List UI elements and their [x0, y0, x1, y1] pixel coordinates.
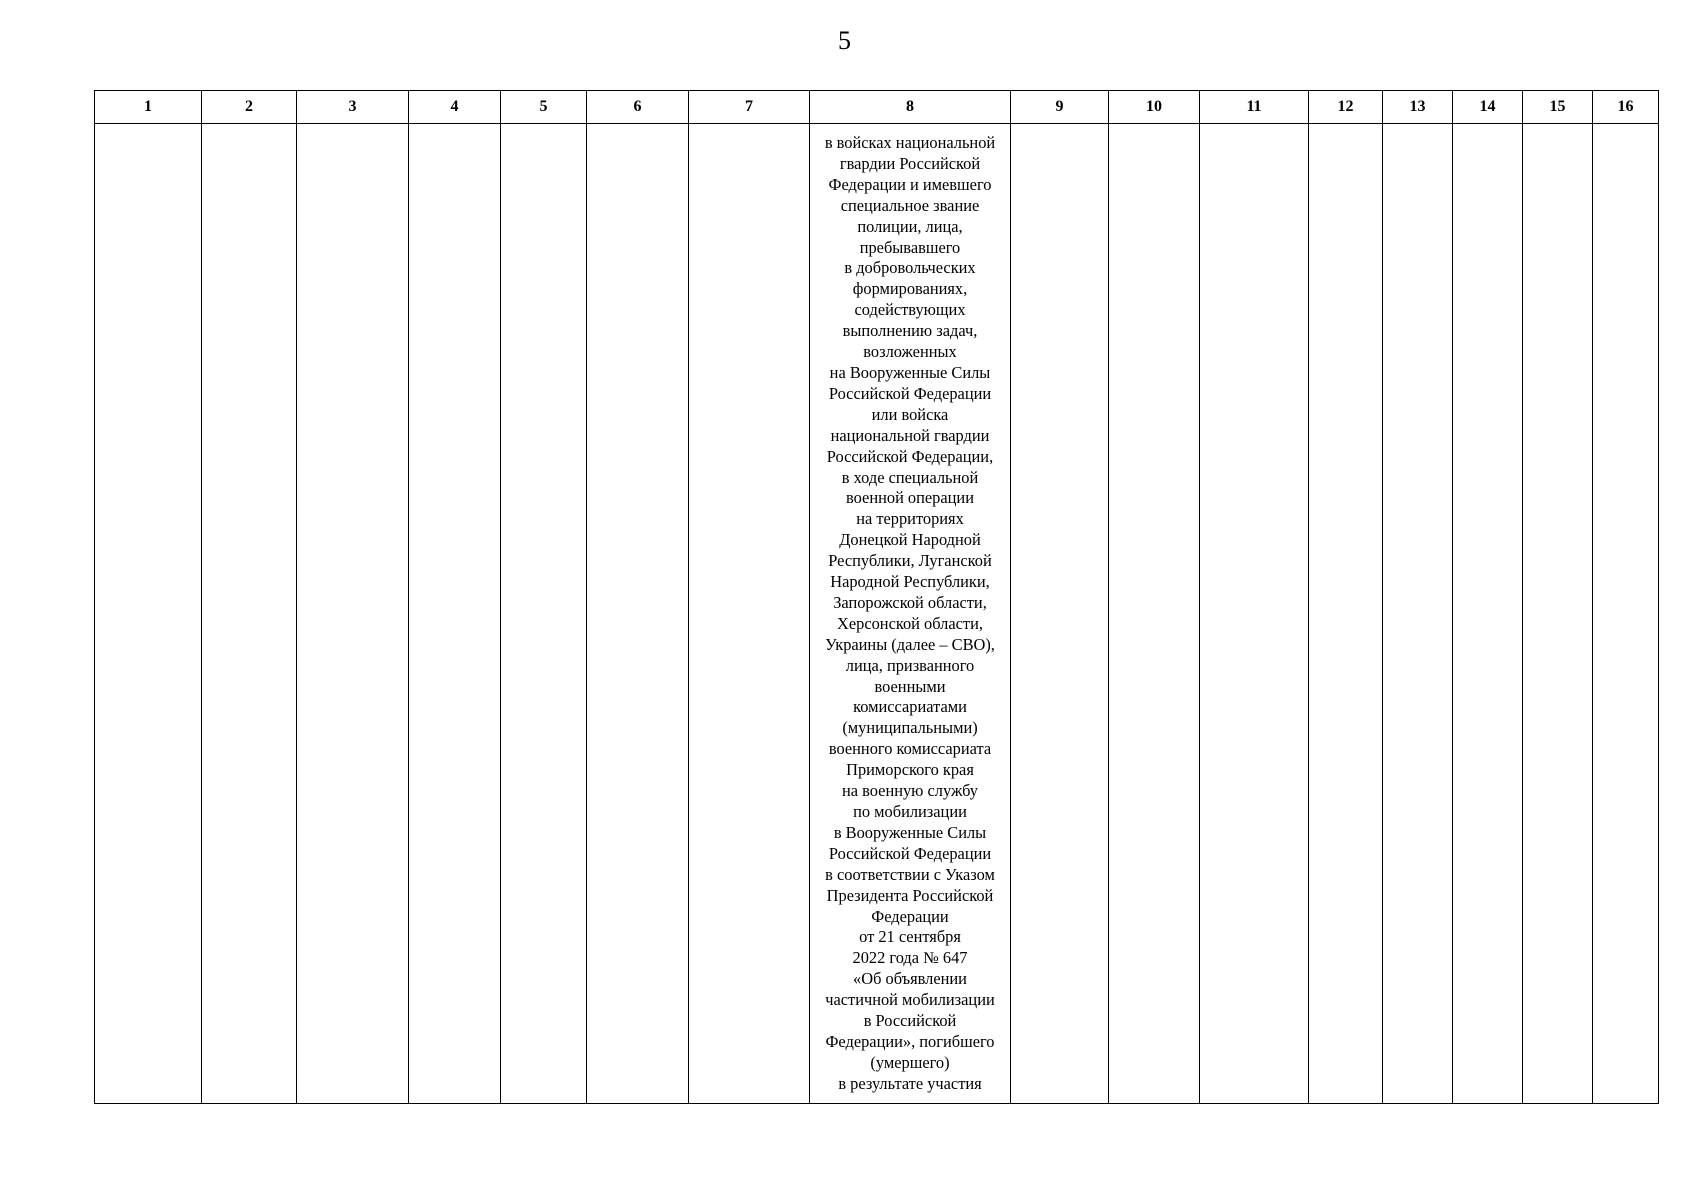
column-header-11: 11	[1200, 91, 1309, 124]
text-line: (умершего)	[870, 1052, 950, 1072]
text-line: Приморского края	[846, 760, 974, 780]
text-line: на территориях	[856, 509, 964, 529]
cell-col-10	[1109, 124, 1200, 1104]
cell-col-12	[1309, 124, 1383, 1104]
text-line: или войска	[871, 404, 949, 424]
text-line: гвардии Российской	[839, 153, 981, 173]
text-line: (муниципальными)	[842, 718, 978, 738]
text-line: на военную службу	[842, 781, 978, 801]
text-line: Запорожской области,	[833, 592, 987, 612]
text-line: Федерации	[871, 906, 949, 926]
column-header-6: 6	[587, 91, 689, 124]
cell-col-4	[409, 124, 501, 1104]
cell-col-7	[689, 124, 810, 1104]
text-line: «Об объявлении	[853, 969, 967, 989]
text-line: в Российской	[863, 1011, 957, 1031]
text-line: специальное звание	[840, 195, 980, 215]
page-number: 5	[838, 26, 851, 55]
text-line: 2022 года № 647	[852, 948, 968, 968]
text-line: военными	[874, 676, 946, 696]
text-line: Херсонской области,	[837, 613, 983, 633]
text-line: Российской Федерации,	[826, 446, 994, 466]
text-line: Федерации», погибшего	[825, 1031, 995, 1051]
header-row	[95, 91, 1659, 124]
text-line: полиции, лица,	[857, 216, 963, 236]
text-line: на Вооруженные Силы	[829, 362, 991, 382]
cell-col-5	[501, 124, 587, 1104]
cell-col-8	[810, 124, 1011, 1104]
text-line: комиссариатами	[853, 697, 967, 717]
column-header-9: 9	[1011, 91, 1109, 124]
cell-col-11	[1200, 124, 1309, 1104]
cell-col-9	[1011, 124, 1109, 1104]
cell-col-1	[95, 124, 202, 1104]
text-line: в добровольческих	[844, 258, 976, 278]
text-line: Республики, Луганской	[828, 551, 992, 571]
column-header-14: 14	[1453, 91, 1523, 124]
text-line: военного комиссариата	[828, 739, 992, 759]
text-line: военной операции	[846, 488, 974, 508]
text-line: Федерации и имевшего	[828, 174, 992, 194]
text-line: Российской Федерации	[828, 843, 992, 863]
column-header-16: 16	[1593, 91, 1659, 124]
text-line: в ходе специальной	[841, 467, 979, 487]
text-line: в Вооруженные Силы	[833, 822, 987, 842]
cell-col-8-text	[810, 124, 1010, 1095]
text-line: частичной мобилизации	[825, 990, 995, 1010]
text-line: Президента Российской	[826, 885, 994, 905]
column-header-12: 12	[1309, 91, 1383, 124]
column-header-15: 15	[1523, 91, 1593, 124]
cell-col-6	[587, 124, 689, 1104]
cell-col-14	[1453, 124, 1523, 1104]
text-line: Народной Республики,	[830, 572, 990, 592]
cell-col-13	[1383, 124, 1453, 1104]
cell-col-16	[1593, 124, 1659, 1104]
column-header-3: 3	[297, 91, 409, 124]
text-line: лица, призванного	[845, 655, 975, 675]
cell-col-15	[1523, 124, 1593, 1104]
column-header-10: 10	[1109, 91, 1200, 124]
text-line: выполнению задач,	[842, 321, 978, 341]
text-line: возложенных	[863, 342, 957, 362]
column-header-5: 5	[501, 91, 587, 124]
column-header-7: 7	[689, 91, 810, 124]
text-line: формированиях,	[852, 279, 968, 299]
data-table	[94, 90, 1659, 1104]
text-line: Украины (далее – СВО),	[825, 634, 995, 654]
column-header-2: 2	[202, 91, 297, 124]
column-header-4: 4	[409, 91, 501, 124]
column-header-8: 8	[810, 91, 1011, 124]
text-line: от 21 сентября	[859, 927, 961, 947]
cell-col-2	[202, 124, 297, 1104]
text-line: в войсках национальной	[824, 133, 996, 152]
text-line: Российской Федерации	[828, 383, 992, 403]
text-line: пребывавшего	[859, 237, 961, 257]
text-line: Донецкой Народной	[839, 530, 981, 550]
column-header-13: 13	[1383, 91, 1453, 124]
cell-col-3	[297, 124, 409, 1104]
text-line: национальной гвардии	[830, 425, 990, 445]
table-row	[95, 124, 1659, 1104]
text-line: в соответствии с Указом	[825, 864, 995, 884]
column-header-1: 1	[95, 91, 202, 124]
text-line: содействующих	[854, 300, 966, 320]
text-line: по мобилизации	[853, 802, 967, 821]
text-line: в результате участия	[838, 1073, 982, 1093]
